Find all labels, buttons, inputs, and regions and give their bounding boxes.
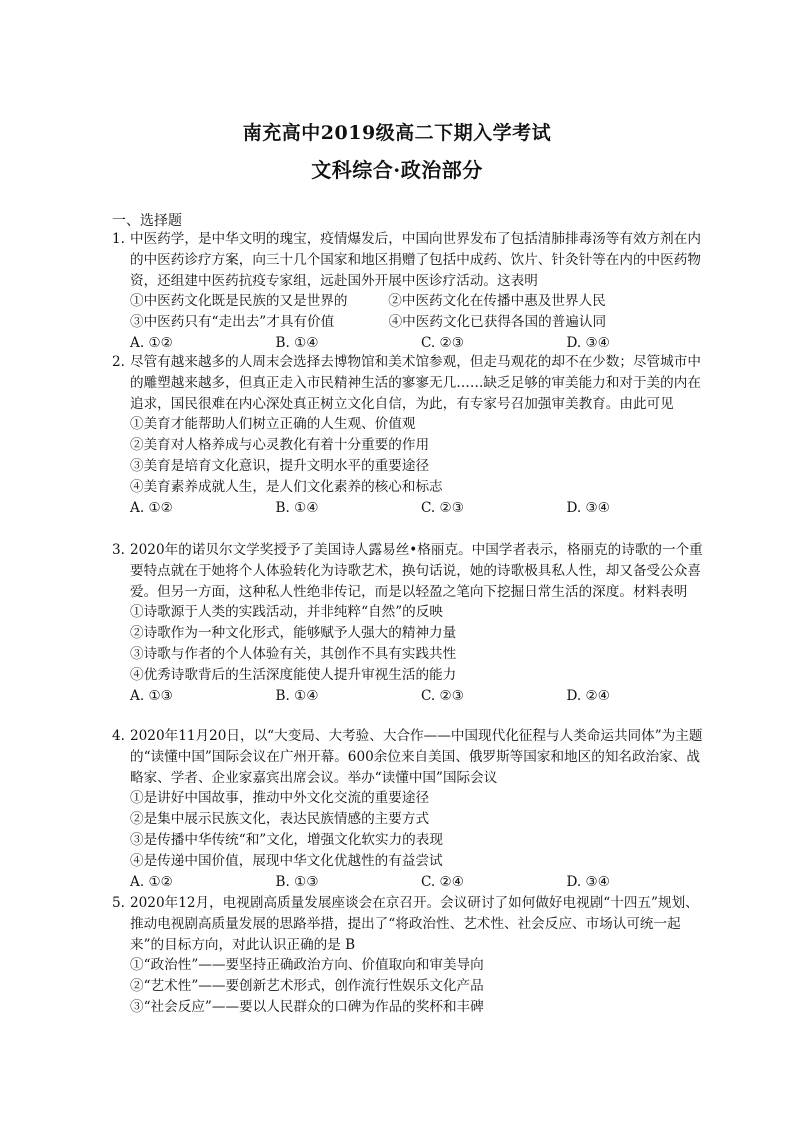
option-line: ③“社会反应”——要以人民群众的口碑为作品的奖杯和丰碑 (130, 998, 484, 1015)
option-line: ③诗歌与作者的个人体验有关，其创作不具有实践共性 (130, 645, 457, 662)
question-5 (112, 893, 712, 1018)
option-line: ①诗歌源于人类的实践活动，并非纯粹“自然”的反映 (130, 604, 443, 621)
section-heading: 一、选择题 (112, 213, 182, 229)
question-number: 4. (112, 728, 125, 744)
answer-choices (112, 872, 712, 893)
choice-b: B. ①④ (275, 499, 319, 516)
choice-c: C. ②③ (421, 334, 464, 351)
question-text: 2020年11月20日，以“大变局、大考验、大合作——中国现代化征程与人类命运共同体”为主题的“读懂中国”国际会议在广州开幕。600余位来自美国、俄罗斯等国家和地区的知名政治家、战略家、学者、企业家嘉宾出席会议。举办“读懂中国”国际会议 (130, 728, 703, 786)
question-number: 2. (112, 354, 125, 370)
question-number: 1. (112, 231, 125, 247)
page-title: 南充高中2019级高二下期入学考试 (242, 122, 552, 144)
choice-a: A. ①② (130, 873, 173, 890)
choice-a: A. ①② (130, 499, 173, 516)
choice-b: B. ①④ (275, 687, 319, 704)
question-number: 3. (112, 542, 125, 558)
choice-c: C. ②③ (421, 499, 464, 516)
question-stem (112, 352, 712, 414)
option-line: ①中医药文化既是民族的又是世界的 ②中医药文化在传播中惠及世界人民 (130, 293, 606, 310)
choice-d: D. ②④ (566, 687, 610, 704)
option-line: ①“政治性”——要坚持正确政治方向、价值取向和审美导向 (130, 957, 484, 974)
choice-d: D. ③④ (566, 499, 610, 516)
choice-c: C. ②④ (421, 873, 464, 890)
choice-c: C. ②③ (421, 687, 464, 704)
option-line: ④美育素养成就人生，是人们文化素养的核心和标志 (130, 478, 443, 495)
option-line: ④是传递中国价值，展现中华文化优越性的有益尝试 (130, 852, 443, 869)
option-line: ②“艺术性”——要创新艺术形式，创作流行性娱乐文化产品 (130, 978, 484, 995)
question-text: 尽管有越来越多的人周末会选择去博物馆和美术馆参观，但走马观花的却不在少数；尽管城市中的雕塑越来越多，但真正走入市民精神生活的寥寥无几……缺乏足够的审美能力和对于美的内在追求，国民很难在内心深处真正树立文化自信，为此，有专家号召加强审美教育。由此可见 (130, 354, 701, 412)
question-number: 5. (112, 895, 125, 911)
option-line: ②美育对人格养成与心灵教化有着十分重要的作用 (130, 437, 430, 454)
choice-a: A. ①③ (130, 687, 173, 704)
option-line: ③是传播中华传统“和”文化，增强文化软实力的表现 (130, 831, 443, 848)
option-line: ④优秀诗歌背后的生活深度能使人提升审视生活的能力 (130, 666, 457, 683)
page-subtitle: 文科综合·政治部分 (311, 158, 483, 182)
option-line: ③中医药只有“走出去”才具有价值 ④中医药文化已获得各国的普遍认同 (130, 314, 607, 331)
choice-d: D. ③④ (566, 334, 610, 351)
question-text: 中医药学，是中华文明的瑰宝，疫情爆发后，中国向世界发布了包括清肺排毒汤等有效方剂在内的中医药诊疗方案，向三十几个国家和地区捐赠了包括中成药、饮片、针灸针等在内的中医药物资，还组建中医药抗疫专家组，远赴国外开展中医诊疗活动。这表明 (130, 231, 701, 289)
option-line: ①是讲好中国故事，推动中外文化交流的重要途径 (130, 790, 430, 807)
question-text: 2020年的诺贝尔文学奖授予了美国诗人露易丝•格丽克。中国学者表示，格丽克的诗歌的一个重要特点就在于她将个人体验转化为诗歌艺术，换句话说，她的诗歌极具私人性，却又备受公众喜爱。但另一方面，这种私人性绝非传记，而是以轻盈之笔向下挖掘日常生活的深度。材料表明 (130, 542, 703, 600)
answer-choices (112, 686, 712, 707)
option-line: ②诗歌作为一种文化形式，能够赋予人强大的精神力量 (130, 625, 457, 642)
answer-choices (112, 498, 712, 519)
option-line: ②是集中展示民族文化，表达民族情感的主要方式 (130, 811, 430, 828)
question-stem (112, 893, 712, 955)
question-1 (112, 229, 712, 354)
choice-b: B. ①④ (275, 334, 319, 351)
choice-d: D. ③④ (566, 873, 610, 890)
question-3 (112, 540, 712, 706)
question-stem (112, 540, 712, 602)
option-line: ③美育是培育文化意识，提升文明水平的重要途径 (130, 457, 430, 474)
choice-a: A. ①② (130, 334, 173, 351)
question-text: 2020年12月，电视剧高质量发展座谈会在京召开。会议研讨了如何做好电视剧“十四五”规划、推动电视剧高质量发展的思路举措，提出了“将政治性、艺术性、社会反应、市场认可统一起来”的目标方向，对此认识正确的是 B (130, 895, 699, 953)
question-4 (112, 726, 712, 892)
question-stem (112, 229, 712, 291)
answer-choices (112, 333, 712, 354)
question-stem (112, 726, 712, 788)
choice-b: B. ①③ (275, 873, 319, 890)
option-line: ①美育才能帮助人们树立正确的人生观、价值观 (130, 416, 416, 433)
question-2 (112, 352, 712, 518)
